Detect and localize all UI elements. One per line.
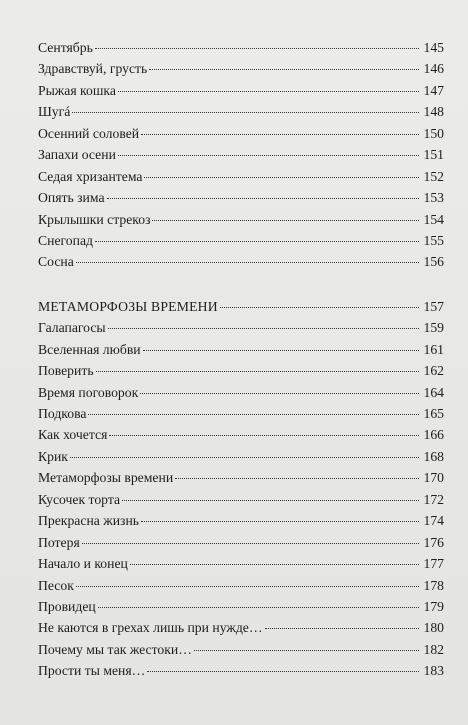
toc-entry[interactable] xyxy=(38,596,444,617)
toc-entry[interactable] xyxy=(38,424,444,445)
toc-entry-title: Провидец xyxy=(38,598,96,614)
toc-entry[interactable] xyxy=(38,251,444,272)
toc-entry[interactable] xyxy=(38,187,444,208)
dot-leader xyxy=(122,500,419,501)
toc-entry[interactable] xyxy=(38,510,444,531)
toc-entry-title: Вселенная любви xyxy=(38,341,141,357)
dot-leader xyxy=(147,671,419,672)
toc-entry[interactable] xyxy=(38,639,444,660)
toc-entry-title: Осенний соловей xyxy=(38,125,140,141)
toc-entry[interactable] xyxy=(38,144,444,165)
toc-entry-page-number: 151 xyxy=(423,147,444,163)
toc-entry-page-number: 182 xyxy=(423,641,444,657)
toc-entry-page-number: 162 xyxy=(423,363,444,379)
toc-entry[interactable] xyxy=(38,101,444,122)
toc-entry-title: Шугá xyxy=(38,104,71,120)
dot-leader xyxy=(109,435,419,436)
toc-entry-title: Сосна xyxy=(38,254,74,270)
toc-entry-title: Опять зима xyxy=(38,190,105,206)
toc-entry-page-number: 174 xyxy=(423,513,444,529)
dot-leader xyxy=(175,478,419,479)
toc-entry-page-number: 157 xyxy=(423,298,444,314)
toc-entry-page-number: 159 xyxy=(423,320,444,336)
toc-entry[interactable] xyxy=(38,339,444,360)
toc-entry-page-number: 150 xyxy=(423,125,444,141)
toc-entry[interactable] xyxy=(38,58,444,79)
table-of-contents xyxy=(38,37,444,682)
toc-entry[interactable] xyxy=(38,80,444,101)
toc-section xyxy=(38,296,444,682)
toc-entry-title: Галапагосы xyxy=(38,320,106,336)
toc-entry[interactable] xyxy=(38,382,444,403)
toc-entry-page-number: 172 xyxy=(423,491,444,507)
toc-entry-page-number: 164 xyxy=(423,384,444,400)
toc-entry-page-number: 156 xyxy=(423,254,444,270)
dot-leader xyxy=(265,628,419,629)
toc-entry-title: Прекрасна жизнь xyxy=(38,513,140,529)
dot-leader xyxy=(118,91,419,92)
toc-entry[interactable] xyxy=(38,123,444,144)
toc-entry[interactable] xyxy=(38,467,444,488)
dot-leader xyxy=(96,371,419,372)
toc-entry-title: Подкова xyxy=(38,406,87,421)
dot-leader xyxy=(194,650,419,651)
toc-entry[interactable] xyxy=(38,553,444,574)
toc-entry-page-number: 179 xyxy=(423,598,444,614)
toc-entry[interactable] xyxy=(38,532,444,553)
dot-leader xyxy=(76,586,419,587)
dot-leader xyxy=(152,220,419,221)
dot-leader xyxy=(108,328,419,329)
dot-leader xyxy=(95,48,419,49)
toc-entry-title: Песок xyxy=(38,577,74,593)
toc-entry-page-number: 177 xyxy=(423,556,444,572)
toc-entry-page-number: 155 xyxy=(423,232,444,248)
toc-entry[interactable] xyxy=(38,446,444,467)
dot-leader xyxy=(140,393,419,394)
toc-entry-page-number: 165 xyxy=(423,406,444,421)
dot-leader xyxy=(95,241,419,242)
toc-entry-page-number: 166 xyxy=(423,427,444,443)
dot-leader xyxy=(220,307,419,308)
toc-entry[interactable] xyxy=(38,166,444,187)
toc-entry-title: Потеря xyxy=(38,534,80,550)
toc-section xyxy=(38,37,444,273)
toc-entry[interactable] xyxy=(38,209,444,230)
toc-entry-page-number: 161 xyxy=(423,341,444,357)
toc-entry-page-number: 152 xyxy=(423,168,444,184)
dot-leader xyxy=(141,134,419,135)
toc-entry-page-number: 145 xyxy=(423,40,444,55)
toc-entry-page-number: 170 xyxy=(423,470,444,486)
dot-leader xyxy=(143,350,419,351)
dot-leader xyxy=(76,262,419,263)
toc-entry-title: Запахи осени xyxy=(38,147,116,163)
toc-entry-page-number: 153 xyxy=(423,190,444,206)
dot-leader xyxy=(72,112,419,113)
toc-entry-title: Как хочется xyxy=(38,427,108,443)
toc-entry-title: Время поговорок xyxy=(38,384,139,400)
toc-entry-page-number: 180 xyxy=(423,620,444,636)
toc-entry-title: Кусочек торта xyxy=(38,491,121,507)
dot-leader xyxy=(88,414,419,415)
toc-entry[interactable] xyxy=(38,660,444,681)
toc-section-heading[interactable] xyxy=(38,296,444,317)
toc-entry-page-number: 168 xyxy=(423,448,444,464)
toc-entry[interactable] xyxy=(38,360,444,381)
toc-entry[interactable] xyxy=(38,575,444,596)
dot-leader xyxy=(107,198,419,199)
toc-entry-title: Снегопад xyxy=(38,232,94,248)
dot-leader xyxy=(118,155,419,156)
toc-entry-title: МЕТАМОРФОЗЫ ВРЕМЕНИ xyxy=(38,298,218,314)
toc-entry[interactable] xyxy=(38,230,444,251)
toc-entry-title: Крик xyxy=(38,448,68,464)
toc-entry[interactable] xyxy=(38,489,444,510)
toc-entry-title: Поверить xyxy=(38,363,94,379)
toc-entry-title: Метаморфозы времени xyxy=(38,470,174,486)
toc-entry[interactable] xyxy=(38,37,444,58)
toc-entry-title: Не каются в грехах лишь при нужде… xyxy=(38,620,263,636)
toc-entry-page-number: 146 xyxy=(423,61,444,77)
dot-leader xyxy=(82,543,419,544)
toc-entry-page-number: 183 xyxy=(423,663,444,679)
dot-leader xyxy=(141,521,419,522)
toc-entry-title: Рыжая кошка xyxy=(38,82,116,98)
toc-entry-title: Здравствуй, грусть xyxy=(38,61,148,77)
toc-entry-page-number: 148 xyxy=(423,104,444,120)
dot-leader xyxy=(144,177,419,178)
toc-entry-page-number: 176 xyxy=(423,534,444,550)
toc-entry-page-number: 178 xyxy=(423,577,444,593)
dot-leader xyxy=(130,564,419,565)
toc-entry[interactable] xyxy=(38,617,444,638)
dot-leader xyxy=(70,457,419,458)
toc-entry-page-number: 154 xyxy=(423,211,444,227)
toc-entry-title: Крылышки стрекоз xyxy=(38,211,151,227)
toc-entry-title: Начало и конец xyxy=(38,556,128,572)
toc-entry-page-number: 147 xyxy=(423,82,444,98)
toc-entry-title: Седая хризантема xyxy=(38,168,143,184)
dot-leader xyxy=(98,607,419,608)
toc-entry-title: Почему мы так жестоки… xyxy=(38,641,192,657)
toc-entry-title: Сентябрь xyxy=(38,40,93,55)
toc-entry[interactable] xyxy=(38,403,444,424)
dot-leader xyxy=(149,69,419,70)
toc-entry[interactable] xyxy=(38,317,444,338)
toc-entry-title: Прости ты меня… xyxy=(38,663,146,679)
